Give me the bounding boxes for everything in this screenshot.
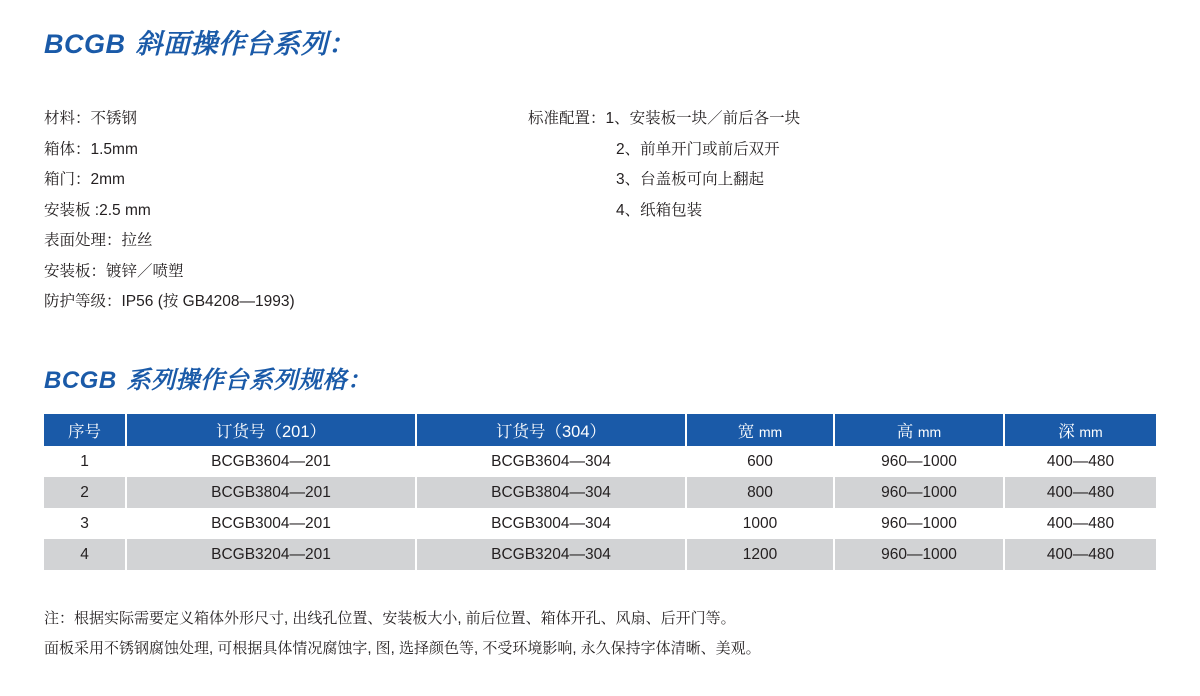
table-header-cell bbox=[686, 414, 834, 446]
spec-heading-code: BCGB bbox=[44, 367, 117, 394]
header-unit: mm bbox=[917, 424, 942, 440]
table-cell: 960—1000 bbox=[834, 477, 1004, 508]
spec-line: 防护等级：IP56 (按 GB4208—1993) bbox=[44, 293, 295, 310]
table-row bbox=[44, 477, 1156, 508]
table-cell: BCGB3604—201 bbox=[126, 446, 416, 477]
table-header-cell bbox=[1004, 414, 1156, 446]
header-unit: mm bbox=[758, 424, 783, 440]
table-header-cell bbox=[126, 414, 416, 446]
table-header-row bbox=[44, 414, 1156, 446]
spec-line: 安装板 :2.5 mm bbox=[44, 201, 151, 219]
spec-table-heading bbox=[44, 360, 372, 395]
spec-line: 箱体：1.5mm bbox=[44, 140, 138, 158]
table-cell: BCGB3604—304 bbox=[416, 446, 686, 477]
table-cell: 1000 bbox=[686, 508, 834, 539]
header-label: 高 bbox=[896, 423, 914, 441]
spec-line: 标准配置：1、安装板一块／前后各一块 bbox=[528, 110, 801, 127]
spec-line: 表面处理：拉丝 bbox=[44, 232, 153, 249]
table-row bbox=[44, 446, 1156, 477]
header-label: 深 bbox=[1058, 423, 1075, 441]
table-cell: 1200 bbox=[686, 539, 834, 570]
header-label: 序号 bbox=[68, 423, 101, 441]
table-cell: 400—480 bbox=[1004, 539, 1156, 570]
series-heading-code: BCGB bbox=[44, 29, 126, 59]
table-cell: BCGB3004—201 bbox=[126, 508, 416, 539]
table-row bbox=[44, 508, 1156, 539]
specs-left-column bbox=[44, 104, 295, 318]
header-label: 订货号（304） bbox=[495, 423, 607, 441]
table-cell: 800 bbox=[686, 477, 834, 508]
table-cell: 400—480 bbox=[1004, 446, 1156, 477]
note-line: 注：根据实际需要定义箱体外形尺寸, 出线孔位置、安装板大小, 前后位置、箱体开孔、风扇、后开门等。 bbox=[44, 610, 736, 627]
notes-block bbox=[44, 604, 761, 664]
table-cell: 400—480 bbox=[1004, 508, 1156, 539]
table-header-cell bbox=[44, 414, 126, 446]
table-cell: BCGB3204—304 bbox=[416, 539, 686, 570]
header-label: 宽 bbox=[737, 423, 755, 441]
table-cell: BCGB3804—304 bbox=[416, 477, 686, 508]
table-cell: 960—1000 bbox=[834, 446, 1004, 477]
table-cell: 3 bbox=[44, 508, 126, 539]
table-header-cell bbox=[416, 414, 686, 446]
table-cell: BCGB3004—304 bbox=[416, 508, 686, 539]
spec-line: 材料：不锈钢 bbox=[44, 110, 138, 127]
spec-heading-text: 系列操作台系列规格： bbox=[126, 367, 372, 394]
series-heading-text: 斜面操作台系列： bbox=[135, 29, 356, 59]
table-cell: 400—480 bbox=[1004, 477, 1156, 508]
table-cell: 960—1000 bbox=[834, 508, 1004, 539]
table-cell: BCGB3804—201 bbox=[126, 477, 416, 508]
table-cell: 960—1000 bbox=[834, 539, 1004, 570]
spec-line: 2、前单开门或前后双开 bbox=[616, 140, 780, 158]
header-unit: mm bbox=[1079, 424, 1103, 440]
spec-line: 4、纸箱包装 bbox=[616, 201, 703, 219]
header-label: 订货号（201） bbox=[215, 423, 327, 441]
spec-table-wrapper bbox=[44, 414, 1156, 570]
spec-line: 安装板：镀锌／喷塑 bbox=[44, 262, 184, 280]
spec-line: 3、台盖板可向上翻起 bbox=[616, 171, 765, 188]
specs-right-column bbox=[528, 104, 800, 226]
table-cell: 600 bbox=[686, 446, 834, 477]
table-cell: 1 bbox=[44, 446, 126, 477]
table-header-cell bbox=[834, 414, 1004, 446]
table-row bbox=[44, 539, 1156, 570]
spec-table bbox=[44, 414, 1156, 570]
note-line: 面板采用不锈钢腐蚀处理, 可根据具体情况腐蚀字, 图, 选择颜色等, 不受环境影响, 永久保持字体清晰、美观。 bbox=[44, 640, 761, 657]
table-cell: 2 bbox=[44, 477, 126, 508]
spec-line: 箱门：2mm bbox=[44, 171, 125, 188]
table-cell: BCGB3204—201 bbox=[126, 539, 416, 570]
series-heading bbox=[44, 22, 356, 61]
table-cell: 4 bbox=[44, 539, 126, 570]
